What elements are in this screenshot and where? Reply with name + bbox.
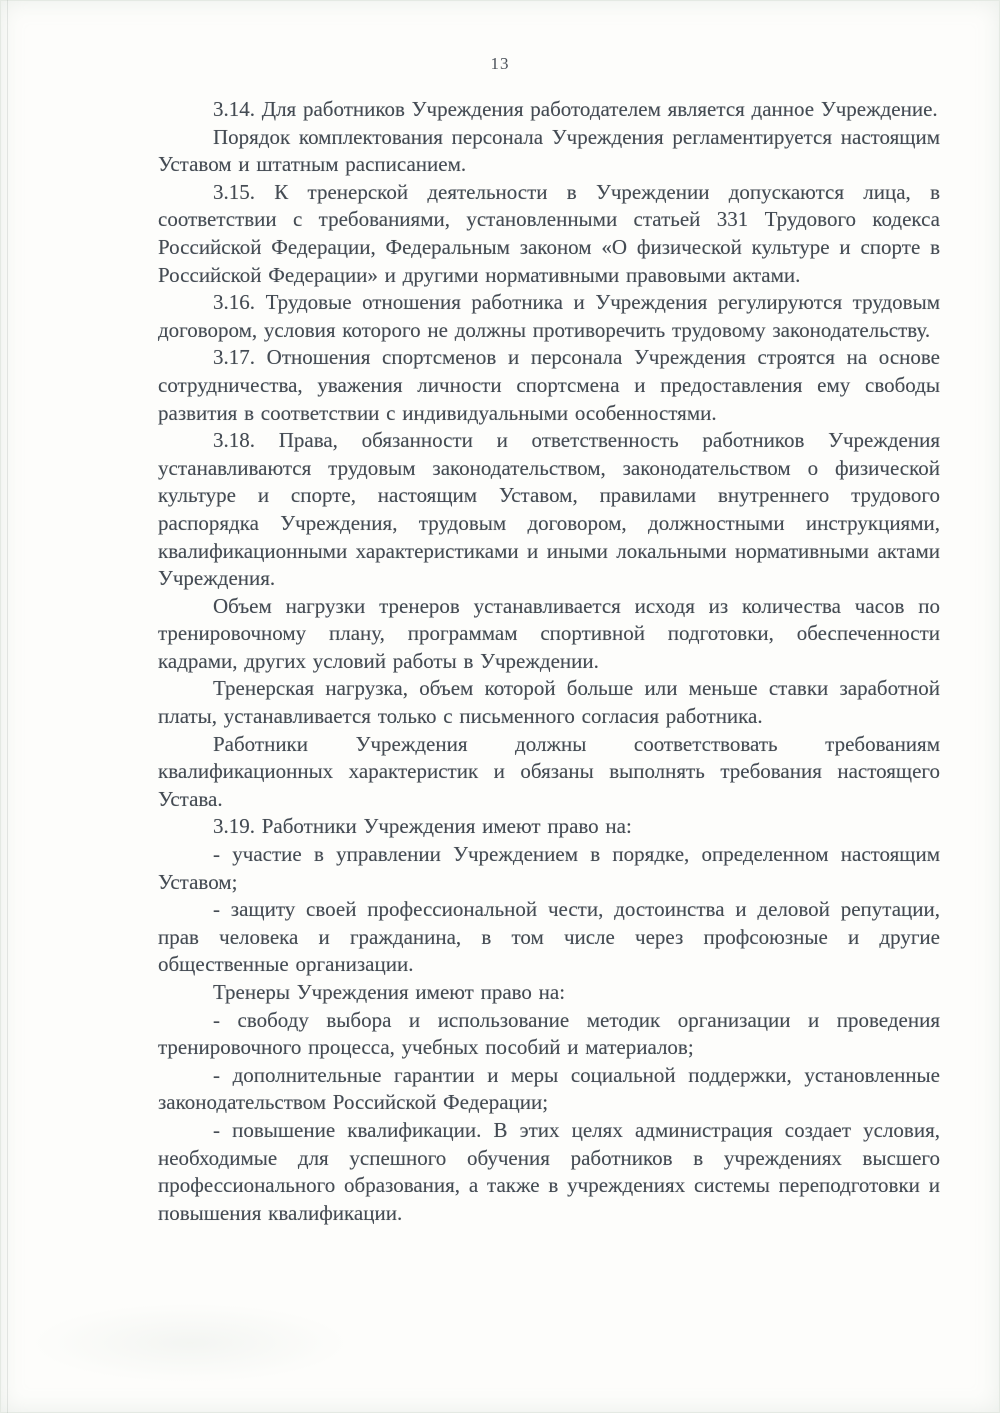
para-3-15: 3.15. К тренерской деятельности в Учреждении допускаются лица, в соответствии с требованиями, установленными статьей 331 Трудового кодекса Российской Федерации, Федеральным законом «О физической культуре и спорте в Российской Федерации» и другими нормативными правовыми актами. — [158, 179, 940, 287]
para-3-18: 3.18. Права, обязанности и ответственность работников Учреждения устанавливаются трудовым законодательством, законодательством о физической культуре и спорте, настоящим Уставом, правилами внутреннего трудового распорядка Учреждения, трудовым договором, должностными инструкциями, квалификационными характеристиками и иными локальными нормативными актами Учреждения. — [158, 428, 940, 591]
scan-noise-artifact — [30, 1303, 350, 1383]
list-item-honor-protection: - защиту своей профессиональной чести, достоинства и деловой репутации, прав человека и гражданина, в том числе через профсоюзные и другие общественные организации. — [158, 897, 940, 977]
list-item-management-participation: - участие в управлении Учреждением в порядке, определенном настоящим Уставом; — [158, 842, 940, 894]
para-3-14: 3.14. Для работников Учреждения работодателем является данное Учреждение. — [213, 97, 938, 121]
para-qualification-requirements: Работники Учреждения должны соответствовать требованиям квалификационных характеристик и обязаны выполнять требования настоящего Устава. — [158, 731, 940, 811]
para-coach-workload: Объем нагрузки тренеров устанавливается исходя из количества часов по тренировочному плану, программам спортивной подготовки, обеспеченности кадрами, других условий работы в Учреждении. — [158, 593, 940, 673]
list-item-social-guarantees: - дополнительные гарантии и меры социальной поддержки, установленные законодательством Российской Федерации; — [158, 1062, 940, 1115]
para-3-16: 3.16. Трудовые отношения работника и Учреждения регулируются трудовым договором, условия которого не должны противоречить трудовому законодательству. — [158, 290, 940, 342]
page-number: 13 — [490, 54, 510, 73]
para-coaches-rights: Тренеры Учреждения имеют право на: — [213, 980, 566, 1004]
document-body — [158, 96, 940, 1227]
para-3-17: 3.17. Отношения спортсменов и персонала Учреждения строятся на основе сотрудничества, уважения личности спортсмена и предоставления ему свободы развития в соответствии с индивидуальными особенностями. — [158, 345, 940, 425]
scan-edge-artifact — [7, 0, 8, 1413]
list-item-methods-freedom: - свободу выбора и использование методик организации и проведения тренировочного процесса, учебных пособий и материалов; — [158, 1007, 940, 1060]
para-staffing-order: Порядок комплектования персонала Учреждения регламентируется настоящим Уставом и штатным расписанием. — [158, 124, 940, 177]
list-item-qualification-improvement: - повышение квалификации. В этих целях администрация создает условия, необходимые для успешного обучения работников в учреждениях высшего профессионального образования, а также в учреждениях системы переподготовки и повышения квалификации. — [158, 1117, 940, 1225]
para-coach-load-consent: Тренерская нагрузка, объем которой больше или меньше ставки заработной платы, устанавливается только с письменного согласия работника. — [158, 676, 940, 729]
para-3-19: 3.19. Работники Учреждения имеют право на: — [213, 814, 632, 839]
